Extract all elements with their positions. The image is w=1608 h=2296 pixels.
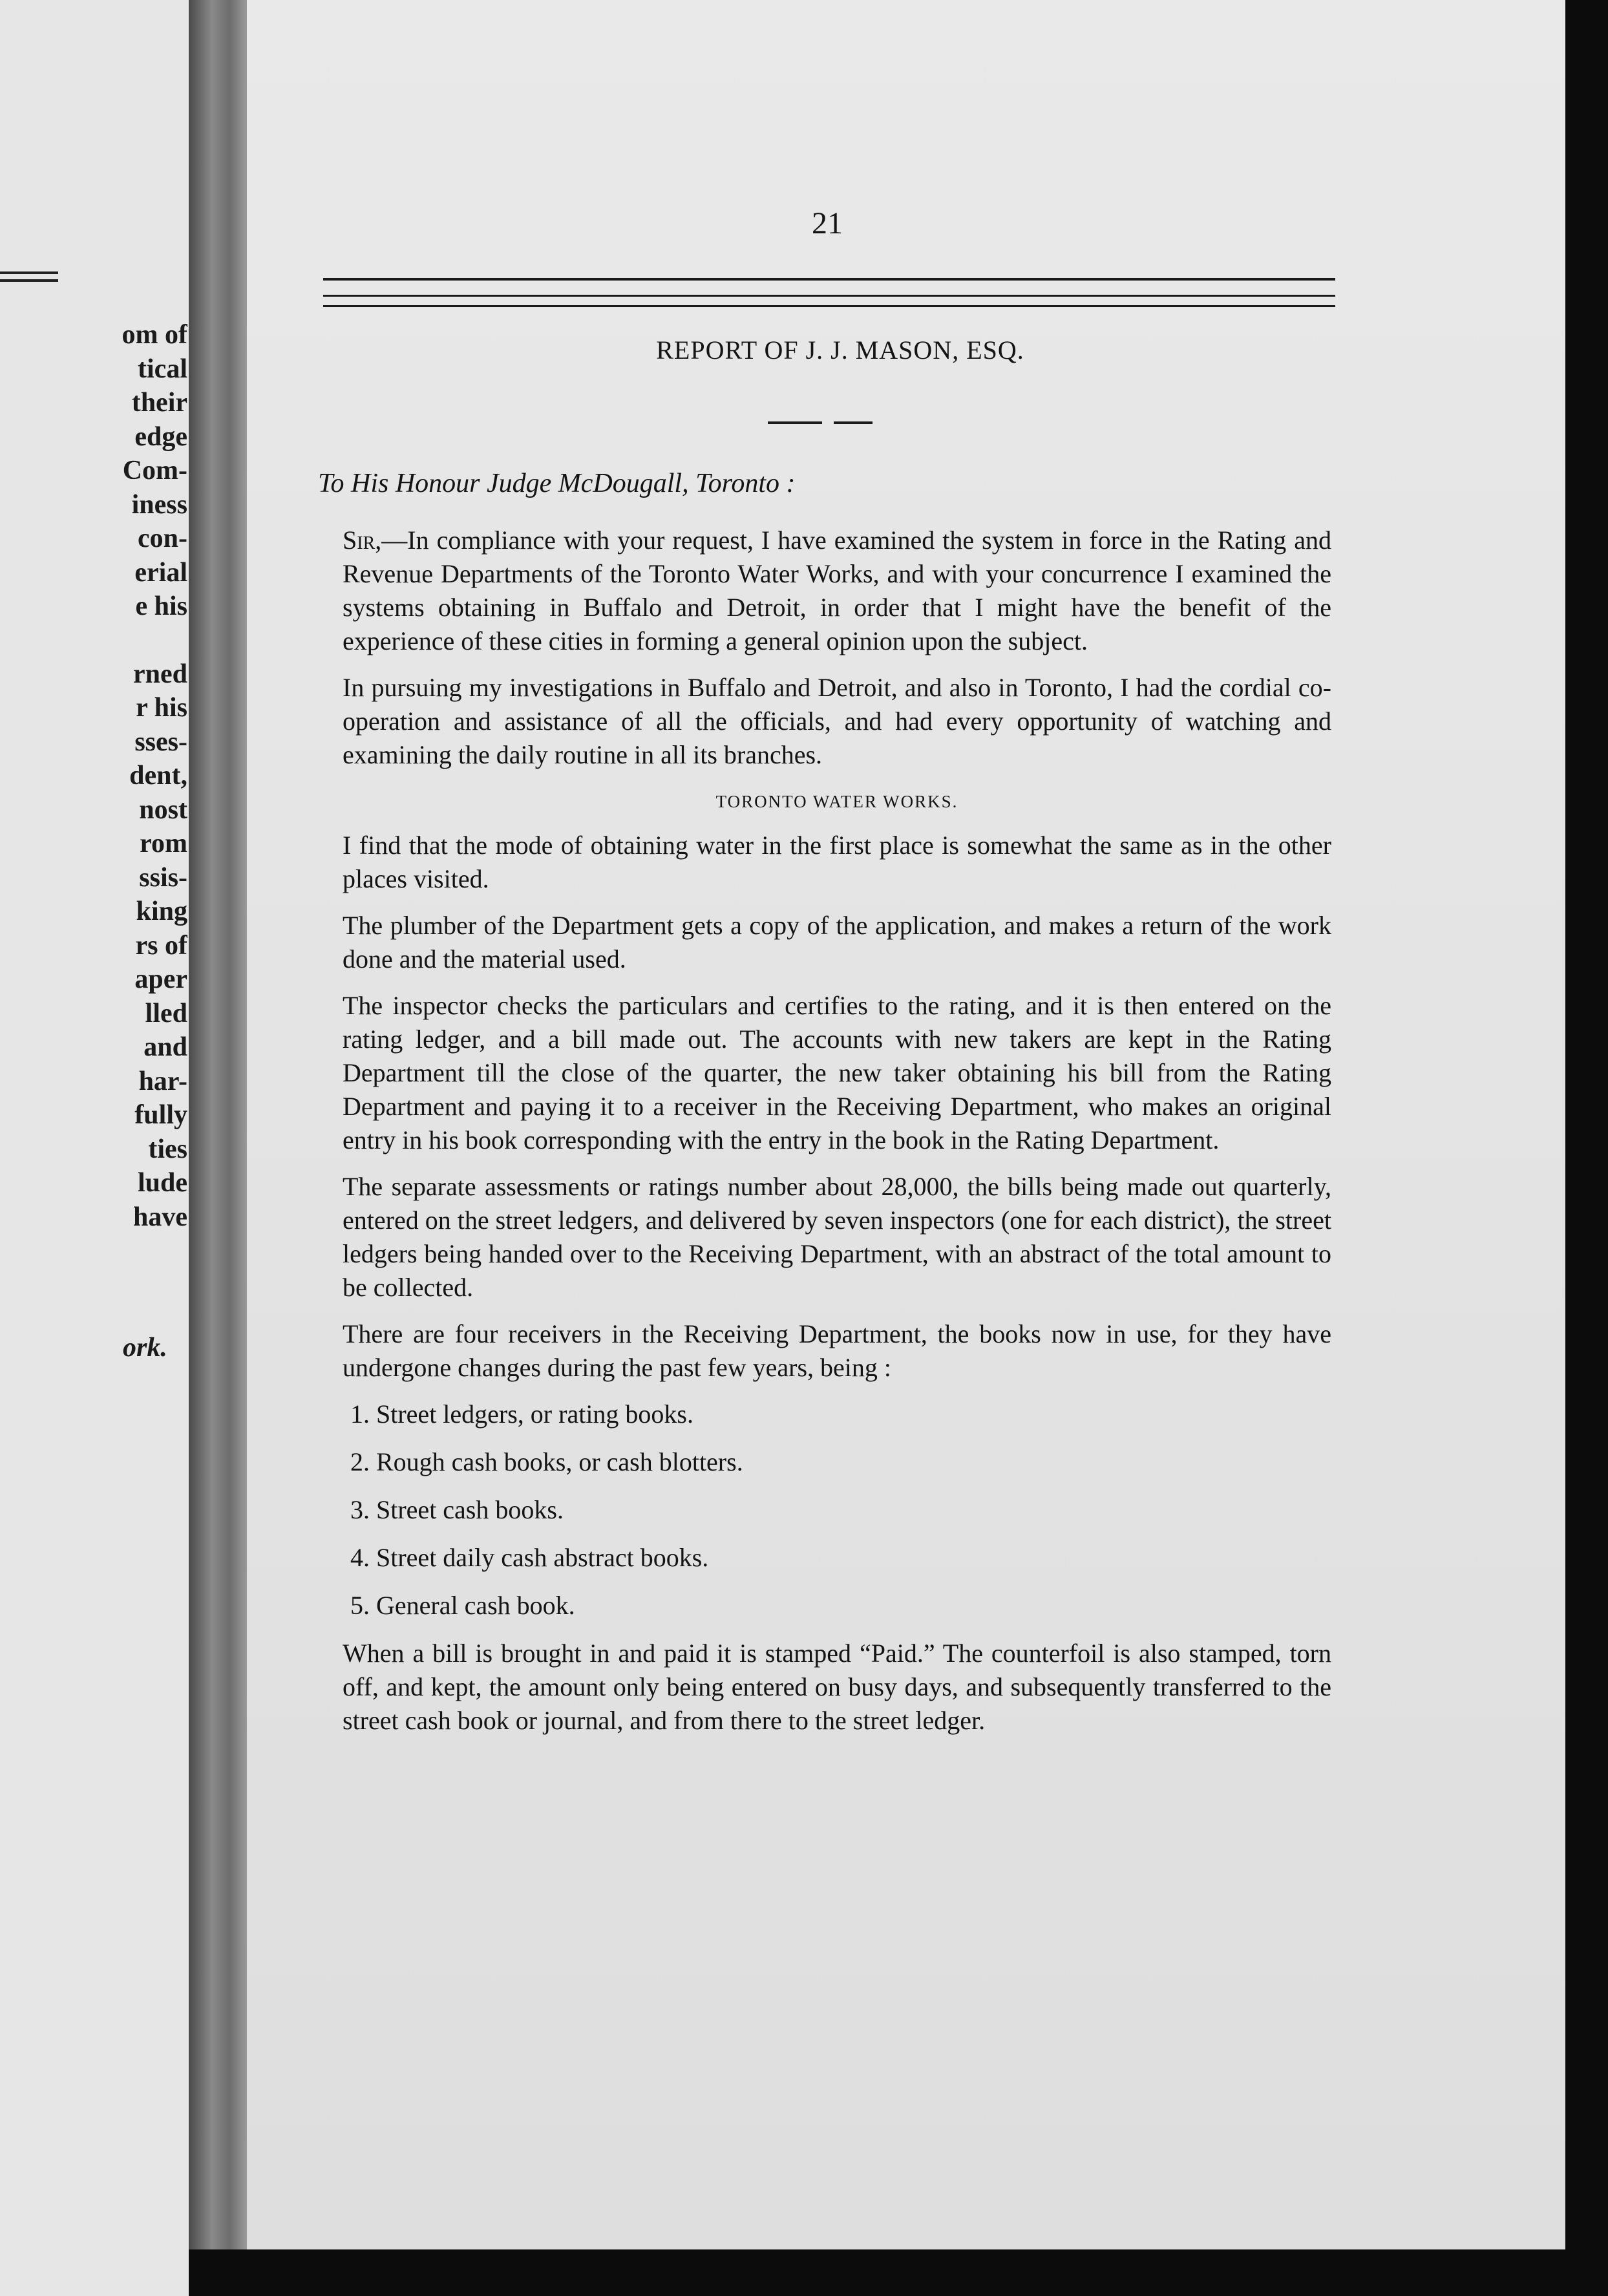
paragraph: In pursuing my investigations in Buffalo and Detroit, and also in Toronto, I had the cordial co-operation and assistance of all the officials, and had every opportunity of watching and examining the daily routine in all its branches. [343,673,1331,769]
facing-line: Com- [122,456,187,485]
title-dash [834,421,873,424]
salutation: To His Honour Judge McDougall, Toronto : [318,469,796,498]
paragraph: There are four receivers in the Receiving Department, the books now in use, for they have undergone changes during the past few years, being : [343,1319,1331,1382]
facing-line: rom [140,829,187,858]
facing-line: om of [122,320,187,350]
facing-line: tical [138,354,187,384]
facing-line: e his [135,591,187,621]
paragraph: I find that the mode of obtaining water in the first place is somewhat the same as in the other places visited. [343,831,1331,893]
facing-line: and [143,1032,187,1062]
header-rule [323,295,1335,297]
facing-line: lled [145,998,187,1028]
paragraph-text: —In compliance with your request, I have examined the system in force in the Rating and Revenue Departments of the Toronto Water Works, and with your concurrence I examined the systems obtaining in Buffalo and Detroit, in order that I might have the benefit of the experience of these cities in forming a general opinion upon the subject. [343,526,1331,655]
facing-page-rule [0,271,58,274]
facing-line: fully [134,1100,187,1130]
list-item: 3. Street cash books. [350,1495,564,1524]
facing-line: sses- [134,727,187,757]
list-item: 5. General cash book. [350,1591,575,1620]
section-heading: TORONTO WATER WORKS. [715,792,958,811]
facing-page [0,0,189,2296]
page-edge [1565,0,1608,2296]
facing-line: con- [138,524,187,553]
facing-line: have [133,1202,187,1232]
book-gutter [189,0,247,2296]
facing-page-text [0,318,187,1365]
page-edge [189,2249,1608,2296]
facing-line: dent, [129,761,187,791]
report-title: REPORT OF J. J. MASON, ESQ. [656,335,1024,365]
facing-line: king [136,897,187,926]
facing-line: r his [136,693,187,723]
facing-line: erial [134,557,187,588]
facing-line-italic: ork. [123,1333,167,1363]
title-dash [768,421,822,424]
facing-line: nost [139,794,187,825]
facing-line: lude [137,1168,187,1198]
facing-line: edge [134,421,187,452]
paragraph: When a bill is brought in and paid it is stamped “Paid.” The counterfoil is also stamped, torn off, and kept, the amount only being entered on busy days, and subsequently transferred to the street cash book or journal, and from there to the street ledger. [343,1639,1331,1735]
list-item: 1. Street ledgers, or rating books. [350,1399,693,1429]
facing-line: aper [134,964,187,994]
facing-gap [0,624,187,657]
paragraph [343,524,1331,658]
facing-line: ssis- [139,862,187,893]
page-number: 21 [812,206,843,240]
facing-line: rned [133,659,187,689]
facing-line: rs of [135,930,187,961]
facing-line: ties [148,1134,187,1164]
facing-line: har- [138,1066,187,1096]
header-rule [323,305,1335,307]
report-body [343,524,1331,1750]
paragraph: The plumber of the Department gets a copy of the application, and makes a return of the work done and the material used. [343,911,1331,973]
facing-line: iness [131,489,187,520]
sir-salutation: Sir, [343,526,382,555]
facing-line: their [131,388,187,418]
facing-page-rule [0,279,58,282]
paragraph: The inspector checks the particulars and certifies to the rating, and it is then entered on the rating ledger, and a bill made out. The accounts with new takers are kept in the Rating Department till the close of the quarter, the new taker obtaining his bill from the Rating Department and paying it to a receiver in the Receiving Department, who makes an original entry in his book corresponding with the entry in the book in the Rating Department. [343,991,1331,1154]
list-item: 2. Rough cash books, or cash blotters. [350,1447,743,1476]
list-item: 4. Street daily cash abstract books. [350,1543,709,1572]
paragraph: The separate assessments or ratings number about 28,000, the bills being made out quarterly, entered on the street ledgers, and delivered by seven inspectors (one for each district), the street ledgers being handed over to the Receiving Department, with an abstract of the total amount to be collected. [343,1172,1331,1302]
header-rule [323,278,1335,281]
